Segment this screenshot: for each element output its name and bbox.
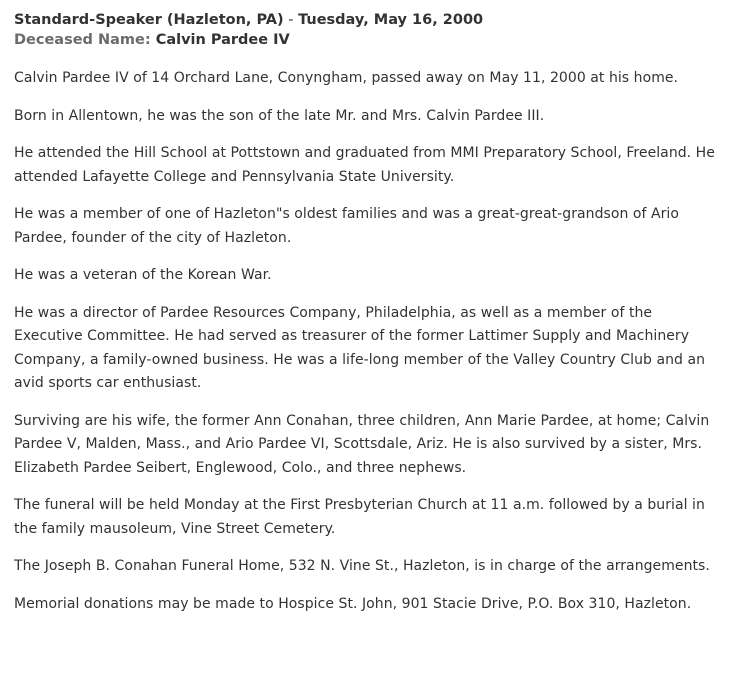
obituary-paragraph: Memorial donations may be made to Hospice St. John, 901 Stacie Drive, P.O. Box 310, Hazleton. (14, 595, 692, 612)
obituary-paragraph: Calvin Pardee IV of 14 Orchard Lane, Conyngham, passed away on May 11, 2000 at his home. (14, 70, 679, 86)
obituary-paragraph: The funeral will be held Monday at the First Presbyterian Church at 11 a.m. followed by a burial in the family mausoleum, Vine Street Cemetery. (14, 497, 705, 537)
obituary-paragraph: The Joseph B. Conahan Funeral Home, 532 N. Vine St., Hazleton, is in charge of the arrangements. (14, 558, 710, 574)
publication-header (14, 10, 715, 30)
obituary-paragraph: Born in Allentown, he was the son of the late Mr. and Mrs. Calvin Pardee III. (14, 107, 545, 124)
publication-name: Standard-Speaker (Hazleton, PA) (14, 12, 284, 28)
obituary-paragraph: He was a veteran of the Korean War. (14, 267, 272, 283)
deceased-name-line (14, 30, 715, 50)
obituary-paragraph: Surviving are his wife, the former Ann Conahan, three children, Ann Marie Pardee, at home; Calvin Pardee V, Malden, Mass., and Ario Pardee VI, Scottsdale, Ariz. He is also survived by a sister, Mrs. Elizabeth Pardee Seibert, Englewood, Colo., and three nephews. (14, 412, 710, 476)
obituary-paragraph: He was a member of one of Hazleton"s oldest families and was a great-great-grandson of Ario Pardee, founder of the city of Hazleton. (14, 206, 679, 246)
obituary-paragraph: He attended the Hill School at Pottstown and graduated from MMI Preparatory School, Freeland. He attended Lafayette College and Pennsylvania State University. (14, 145, 715, 185)
publication-date: Tuesday, May 16, 2000 (298, 12, 484, 28)
obituary-paragraph: He was a director of Pardee Resources Company, Philadelphia, as well as a member of the Executive Committee. He had served as treasurer of the former Lattimer Supply and Machinery Company, a family-owned business. He was a life-long member of the Valley Country Club and an avid sports car enthusiast. (14, 304, 705, 391)
deceased-name-label: Deceased Name: (14, 32, 156, 48)
deceased-name-value: Calvin Pardee IV (155, 32, 290, 48)
header-separator: - (283, 12, 299, 28)
